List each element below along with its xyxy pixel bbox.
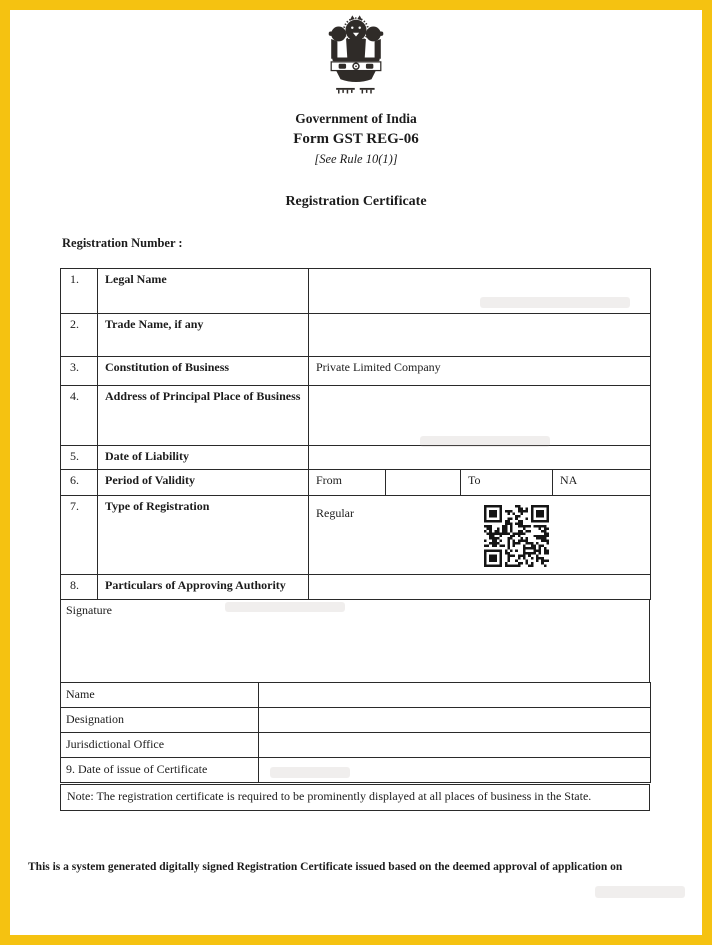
validity-to-value: NA — [553, 470, 651, 496]
row-number: 6. — [61, 470, 98, 496]
scan-artifact — [420, 436, 550, 447]
table-row-jurisdictional-office — [61, 733, 651, 758]
row-label: Name — [61, 683, 259, 708]
table-row-constitution — [61, 357, 651, 386]
scan-artifact — [595, 886, 685, 898]
system-generated-statement: This is a system generated digitally signed Registration Certificate issued based on the deemed approval of application on — [28, 861, 623, 873]
row-label: Date of Liability — [98, 446, 309, 470]
india-national-emblem-icon — [325, 12, 387, 100]
row-number: 2. — [61, 314, 98, 357]
row-label: Address of Principal Place of Business — [98, 386, 309, 446]
row-value: Private Limited Company — [309, 357, 651, 386]
certificate-content — [10, 10, 702, 935]
registration-type-value: Regular — [316, 506, 354, 520]
row-number: 5. — [61, 446, 98, 470]
row-label: Jurisdictional Office — [61, 733, 259, 758]
row-value — [259, 708, 651, 733]
qr-code-icon — [484, 505, 549, 567]
row-value — [309, 446, 651, 470]
government-title: Government of India — [295, 111, 417, 126]
row-label: Particulars of Approving Authority — [98, 575, 309, 600]
table-row-type-of-registration — [61, 496, 651, 575]
table-row-period-of-validity — [61, 470, 651, 496]
certificate-table — [60, 268, 651, 600]
table-row-designation — [61, 708, 651, 733]
row-label: Type of Registration — [98, 496, 309, 575]
authority-details-table — [60, 682, 651, 783]
row-number: 7. — [61, 496, 98, 575]
validity-from-label: From — [309, 470, 386, 496]
scan-artifact — [480, 297, 630, 308]
row-label: Period of Validity — [98, 470, 309, 496]
row-number: 4. — [61, 386, 98, 446]
validity-from-value — [386, 470, 461, 496]
scan-artifact — [225, 602, 345, 612]
certificate-title: Registration Certificate — [285, 194, 427, 209]
signature-label: Signature — [61, 600, 650, 683]
row-value — [259, 683, 651, 708]
row-label: 9. Date of issue of Certificate — [61, 758, 259, 783]
note-table — [60, 784, 650, 811]
table-row-signature — [61, 600, 650, 683]
scan-artifact — [270, 767, 350, 778]
row-label: Designation — [61, 708, 259, 733]
table-row-date-of-liability — [61, 446, 651, 470]
row-number: 1. — [61, 269, 98, 314]
table-row-trade-name — [61, 314, 651, 357]
validity-to-label: To — [461, 470, 553, 496]
signature-table — [60, 599, 650, 683]
row-number: 3. — [61, 357, 98, 386]
note-text: Note: The registration certificate is required to be prominently displayed at all places of business in the State. — [61, 785, 650, 811]
row-label: Trade Name, if any — [98, 314, 309, 357]
row-value — [309, 314, 651, 357]
row-label: Legal Name — [98, 269, 309, 314]
table-row-principal-address — [61, 386, 651, 446]
row-value — [259, 733, 651, 758]
table-row-name — [61, 683, 651, 708]
row-value — [309, 575, 651, 600]
table-row-date-of-issue — [61, 758, 651, 783]
row-number: 8. — [61, 575, 98, 600]
rule-reference: [See Rule 10(1)] — [314, 152, 398, 166]
table-row-approving-authority — [61, 575, 651, 600]
registration-number-label: Registration Number : — [62, 236, 183, 250]
table-row-note — [61, 785, 650, 811]
row-label: Constitution of Business — [98, 357, 309, 386]
form-title: Form GST REG-06 — [293, 131, 419, 147]
registration-type-cell — [309, 496, 651, 575]
